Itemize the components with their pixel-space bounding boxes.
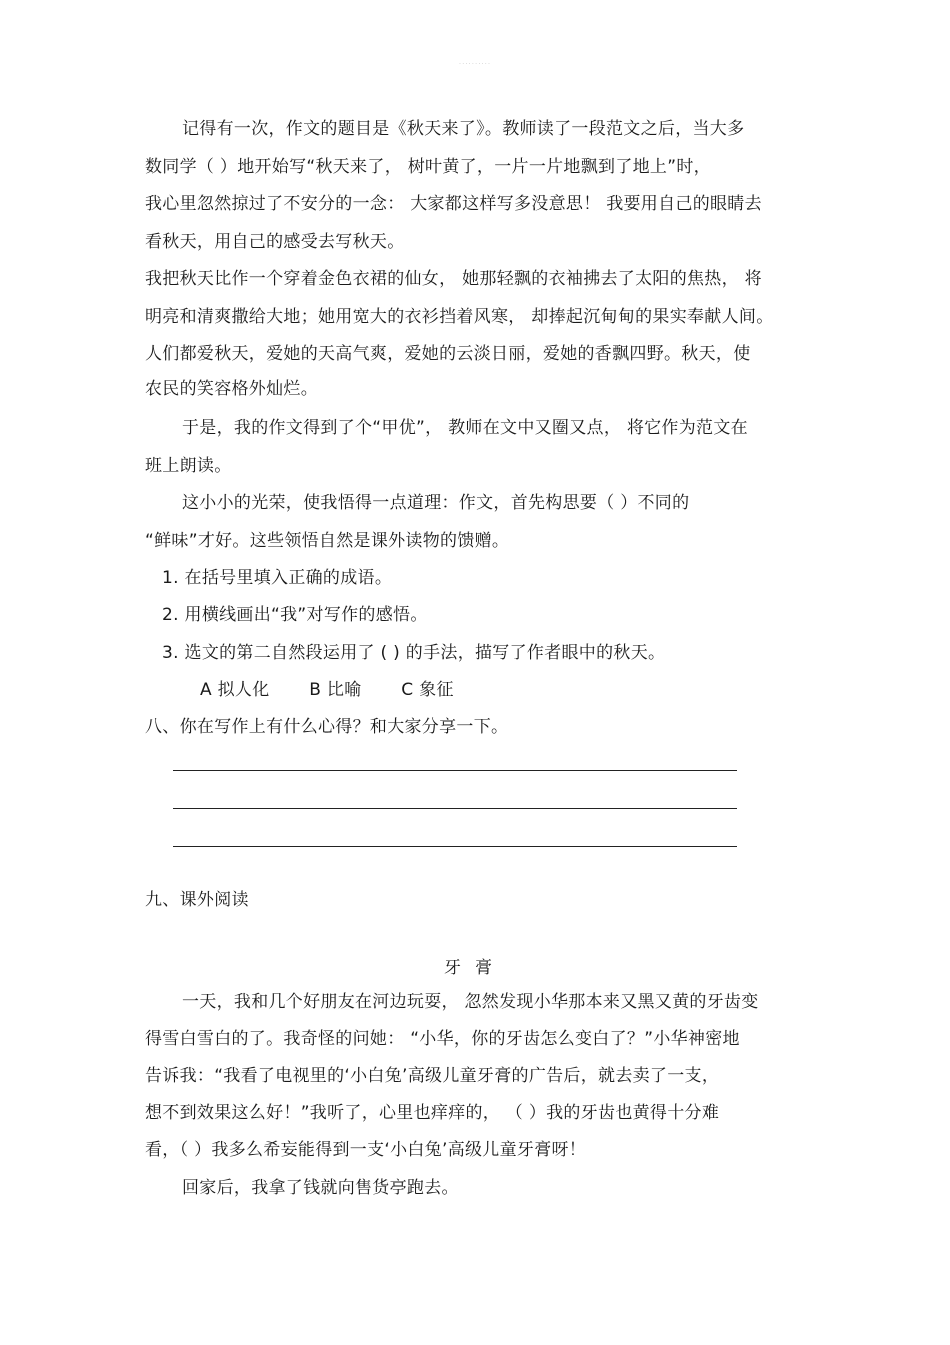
passage1-line: 这小小的光荣，使我悟得一点道理：作文，首先构思要（ ）不同的 [182, 493, 690, 513]
header-faint-mark: ·········· [458, 60, 492, 68]
passage1-line: 记得有一次，作文的题目是《秋天来了》。教师读了一段范文之后，当大多 [182, 119, 745, 139]
passage2-line: 看，（ ）我多么希妄能得到一支‘小白兔’高级儿童牙膏呀！ [145, 1140, 587, 1160]
question-3: 3. 选文的第二自然段运用了 ( ) 的手法，描写了作者眼中的秋天。 [162, 643, 666, 663]
passage1-line: 我把秋天比作一个穿着金色衣裙的仙女， 她那轻飘的衣袖拂去了太阳的焦热， 将 [145, 269, 762, 289]
passage1-line: 数同学（ ）地开始写“秋天来了， 树叶黄了，一片一片地飘到了地上”时， [145, 157, 711, 177]
option-b: B 比喻 [309, 680, 362, 700]
question-3-options [200, 679, 865, 701]
passage2-title: 牙膏 [444, 958, 506, 978]
passage2-line: 回家后，我拿了钱就向售货亭跑去。 [182, 1178, 459, 1198]
passage1-line: “鲜味”才好。这些领悟自然是课外读物的馈赠。 [145, 531, 510, 551]
answer-line [173, 770, 737, 771]
passage2-line: 一天，我和几个好朋友在河边玩耍， 忽然发现小华那本来又黑又黄的牙齿变 [182, 992, 759, 1012]
passage2-line: 告诉我：“我看了电视里的‘小白兔’高级儿童牙膏的广告后，就去卖了一支， [145, 1066, 720, 1086]
passage1-line: 明亮和清爽撒给大地；她用宽大的衣衫挡着风寒， 却捧起沉甸甸的果实奉献人间。 [145, 307, 774, 327]
passage1-line: 我心里忽然掠过了不安分的一念： 大家都这样写多没意思！ 我要用自己的眼睛去 [145, 194, 762, 214]
section-8-heading: 八、你在写作上有什么心得？和大家分享一下。 [145, 717, 509, 737]
passage1-line: 于是，我的作文得到了个“甲优”， 教师在文中又圈又点， 将它作为范文在 [182, 418, 748, 438]
passage1-line: 人们都爱秋天，爱她的天高气爽，爱她的云淡日丽，爱她的香飘四野。秋天，使 [145, 344, 751, 364]
passage2-line: 得雪白雪白的了。我奇怪的问她： “小华，你的牙齿怎么变白了？”小华神密地 [145, 1029, 740, 1049]
passage1-line: 班上朗读。 [145, 456, 232, 476]
passage2-line: 想不到效果这么好！”我听了，心里也痒痒的， （ ）我的牙齿也黄得十分难 [145, 1103, 720, 1123]
option-a: A 拟人化 [200, 680, 270, 700]
answer-line [173, 846, 737, 847]
option-c: C 象征 [401, 680, 454, 700]
question-1: 1. 在括号里填入正确的成语。 [162, 568, 393, 588]
question-2: 2. 用横线画出“我”对写作的感悟。 [162, 605, 428, 625]
passage1-line: 看秋天，用自己的感受去写秋天。 [145, 232, 405, 252]
section-9-heading: 九、课外阅读 [145, 890, 249, 910]
passage1-line: 农民的笑容格外灿烂。 [145, 379, 318, 399]
answer-line [173, 808, 737, 809]
